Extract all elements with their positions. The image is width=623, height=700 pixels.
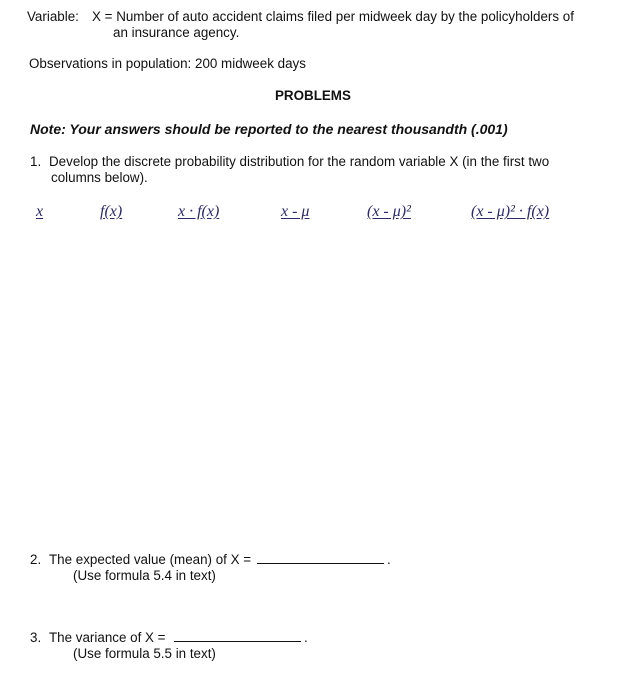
q3-hint: (Use formula 5.5 in text) xyxy=(73,646,216,661)
header-x-minus-mu-squared: (x - μ)² xyxy=(367,203,411,220)
q3-number: 3. xyxy=(30,630,42,645)
variable-definition-line2: an insurance agency. xyxy=(113,25,240,40)
q1-number: 1. xyxy=(30,154,42,169)
q2-text: The expected value (mean) of X = xyxy=(49,552,252,567)
header-x-times-fx: x · f(x) xyxy=(178,203,220,220)
q3-answer-line[interactable] xyxy=(174,630,301,645)
variable-definition-line1: X = Number of auto accident claims filed per midweek day by the policyholders of xyxy=(92,9,574,24)
variable-label: Variable: xyxy=(27,9,79,24)
q3-text: The variance of X = xyxy=(49,630,166,645)
header-x: x xyxy=(36,203,44,220)
q2-hint: (Use formula 5.4 in text) xyxy=(73,568,216,583)
observations-text: Observations in population: 200 midweek days xyxy=(29,56,306,71)
header-fx: f(x) xyxy=(100,203,123,220)
q1-text-line2: columns below). xyxy=(51,170,148,185)
q3-period: . xyxy=(304,630,308,645)
q1-text-line1: Develop the discrete probability distribution for the random variable X (in the first two xyxy=(49,154,550,169)
note-text: Note: Your answers should be reported to the nearest thousandth (.001) xyxy=(30,121,508,137)
header-x-minus-mu: x - μ xyxy=(281,203,310,220)
q2-period: . xyxy=(387,552,391,567)
q2-answer-line[interactable] xyxy=(257,552,384,567)
q2-number: 2. xyxy=(30,552,42,567)
header-squared-times-fx: (x - μ)² · f(x) xyxy=(471,203,550,220)
problems-heading: PROBLEMS xyxy=(275,88,351,103)
